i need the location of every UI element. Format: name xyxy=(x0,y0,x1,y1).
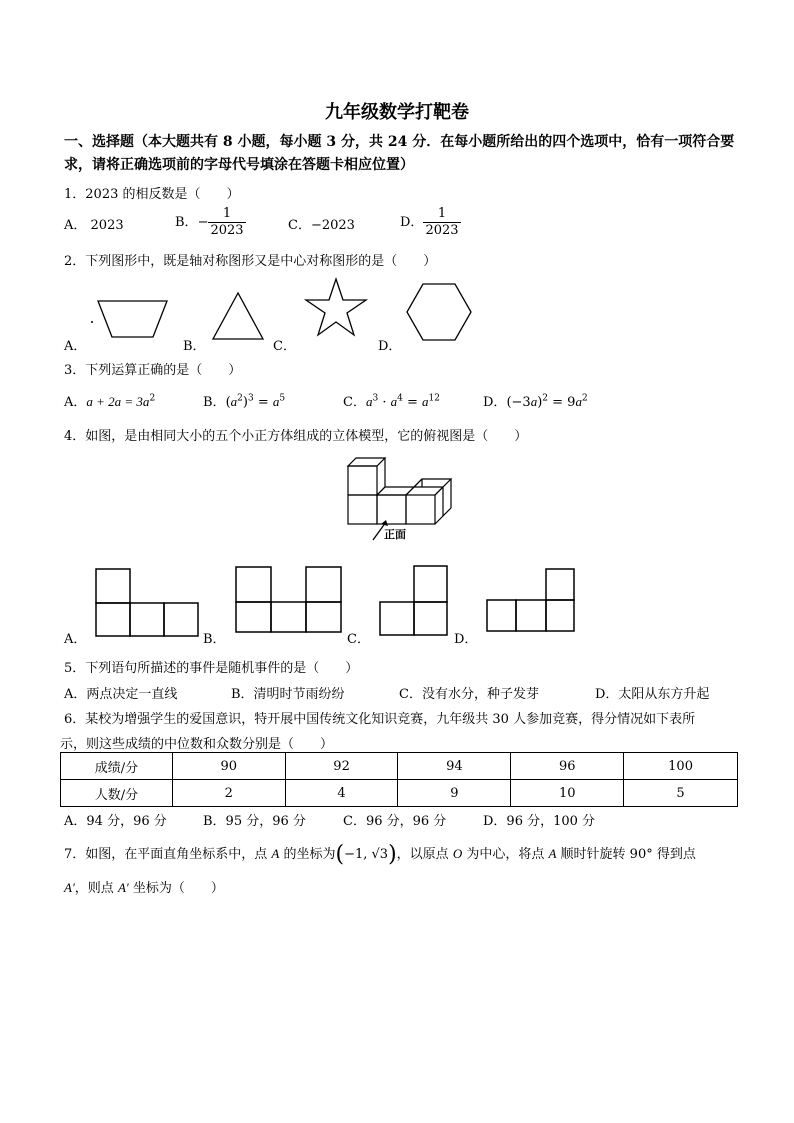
option-value: −2023 xyxy=(310,218,355,233)
table-cell: 5 xyxy=(624,780,738,807)
math-expression: $(a^2)^3 = a^5$ xyxy=(225,393,286,410)
option-label: B． xyxy=(203,395,226,410)
question-4-option-d[interactable]: D． xyxy=(454,632,478,647)
question-2-option-a[interactable]: A． xyxy=(64,339,87,354)
question-5-option-b[interactable]: B．清明时节雨纷纷 xyxy=(231,687,345,702)
fraction-denominator: 2023 xyxy=(425,223,459,238)
stem-text: ，则点 xyxy=(74,881,118,896)
question-5-option-c[interactable]: C．没有水分，种子发芽 xyxy=(399,687,539,702)
table-cell: 成绩/分 xyxy=(61,753,173,780)
question-3-option-a[interactable] xyxy=(64,391,155,410)
page-title: 九年级数学打靶卷 xyxy=(325,102,469,123)
trapezoid-shape xyxy=(98,301,167,337)
math-expression: a + 2a = 3a xyxy=(86,394,150,409)
stem-text: 7．如图，在平面直角坐标系中，点 xyxy=(64,847,272,862)
option-label: D． xyxy=(400,215,424,230)
var-a-prime: A′ xyxy=(117,880,129,895)
fraction xyxy=(208,206,245,239)
table-row xyxy=(61,753,738,780)
stray-dot xyxy=(91,321,93,323)
table-cell: 10 xyxy=(511,780,624,807)
question-6-option-d[interactable]: D．96 分，100 分 xyxy=(483,814,596,829)
question-5-option-d[interactable]: D．太阳从东方升起 xyxy=(595,687,710,702)
question-4-stem: 4．如图，是由相同大小的五个小正方体组成的立体模型，它的俯视图是（ ） xyxy=(64,429,528,444)
fraction-numerator: 1 xyxy=(208,206,245,223)
question-6-option-c[interactable]: C．96 分，96 分 xyxy=(343,814,447,829)
fraction xyxy=(423,206,460,239)
question-1-stem: 1．2023 的相反数是（ ） xyxy=(64,187,240,202)
score-table xyxy=(60,752,738,807)
question-7-stem-line-2 xyxy=(64,877,224,896)
question-2-option-c[interactable]: C． xyxy=(273,339,296,354)
question-2-option-b[interactable]: B． xyxy=(183,339,206,354)
option-label: B． xyxy=(175,215,198,230)
question-1-option-d[interactable] xyxy=(400,206,461,239)
option-label: C． xyxy=(288,218,311,233)
option-label: A． xyxy=(64,218,87,233)
option-label: D． xyxy=(483,395,507,410)
minus-sign: − xyxy=(197,215,209,230)
table-cell: 90 xyxy=(172,753,285,780)
star-shape xyxy=(306,279,366,335)
fraction-numerator: 1 xyxy=(423,206,460,223)
question-2-figures xyxy=(60,288,480,358)
stem-text: 顺时针旋转 90° 得到点 xyxy=(556,847,696,862)
coordinate-value: −1, √3 xyxy=(344,847,389,862)
question-7-stem-line-1 xyxy=(64,842,696,867)
cube-model-figure xyxy=(340,452,460,548)
question-3-stem: 3．下列运算正确的是（ ） xyxy=(64,363,242,378)
table-cell: 9 xyxy=(398,780,511,807)
var-a: A xyxy=(271,846,280,861)
question-4-option-b[interactable]: B． xyxy=(203,632,226,647)
table-cell: 92 xyxy=(285,753,398,780)
front-label: 正面 xyxy=(384,528,406,541)
question-4-option-c[interactable]: C． xyxy=(347,632,370,647)
var-a-prime: A′ xyxy=(64,880,75,895)
option-label: A． xyxy=(64,395,87,410)
paren-close: ) xyxy=(388,842,397,867)
question-1-option-c[interactable] xyxy=(288,214,355,233)
question-3-option-b[interactable] xyxy=(203,391,285,410)
stem-text: 的坐标为 xyxy=(279,847,336,862)
question-6-option-b[interactable]: B．95 分，96 分 xyxy=(203,814,306,829)
question-5-option-a[interactable]: A．两点决定一直线 xyxy=(64,687,178,702)
fraction-denominator: 2023 xyxy=(210,223,244,238)
table-cell: 94 xyxy=(398,753,511,780)
var-a: A xyxy=(548,846,557,861)
stem-text: 坐标为（ ） xyxy=(128,881,224,896)
question-6-stem-line-2: 示，则这些成绩的中位数和众数分别是（ ） xyxy=(60,737,334,752)
option-label: C． xyxy=(343,395,366,410)
triangle-shape xyxy=(213,293,263,339)
section-header: 一、选择题（本大题共有 8 小题，每小题 3 分，共 24 分．在每小题所给出的四个选项中，恰有一项符合要求，请将正确选项前的字母代号填涂在答题卡相应位置） xyxy=(64,134,735,173)
question-3-option-c[interactable] xyxy=(343,391,440,410)
question-3-option-d[interactable] xyxy=(483,391,588,410)
question-4-options-figures xyxy=(60,562,560,642)
question-1-option-a[interactable] xyxy=(64,214,124,233)
table-cell: 4 xyxy=(285,780,398,807)
table-cell: 人数/分 xyxy=(61,780,173,807)
table-cell: 100 xyxy=(624,753,738,780)
table-cell: 2 xyxy=(172,780,285,807)
question-1-option-b[interactable] xyxy=(175,206,246,239)
exponent: 2 xyxy=(149,393,156,404)
option-value: 2023 xyxy=(90,218,124,233)
question-4-option-a[interactable]: A． xyxy=(64,632,87,647)
paren-open: ( xyxy=(335,842,345,867)
question-6-option-a[interactable]: A．94 分，96 分 xyxy=(64,814,167,829)
question-5-stem: 5．下列语句所描述的事件是随机事件的是（ ） xyxy=(64,661,359,676)
hexagon-shape xyxy=(407,284,471,340)
question-6-stem-line-1: 6．某校为增强学生的爱国意识，特开展中国传统文化知识竞赛，九年级共 30 人参加竞赛，得分情况如下表所 xyxy=(64,712,696,727)
math-expression: $(-3a)^2 = 9a^2$ xyxy=(506,393,588,410)
table-row xyxy=(61,780,738,807)
stem-text: 为中心，将点 xyxy=(462,847,549,862)
var-o: O xyxy=(452,846,463,861)
stem-text: ，以原点 xyxy=(396,847,453,862)
table-cell: 96 xyxy=(511,753,624,780)
question-2-stem: 2．下列图形中，既是轴对称图形又是中心对称图形的是（ ） xyxy=(64,254,437,269)
question-2-option-d[interactable]: D． xyxy=(378,339,402,354)
math-expression: $a^3 \cdot a^4 = a^{12}$ xyxy=(365,393,440,410)
